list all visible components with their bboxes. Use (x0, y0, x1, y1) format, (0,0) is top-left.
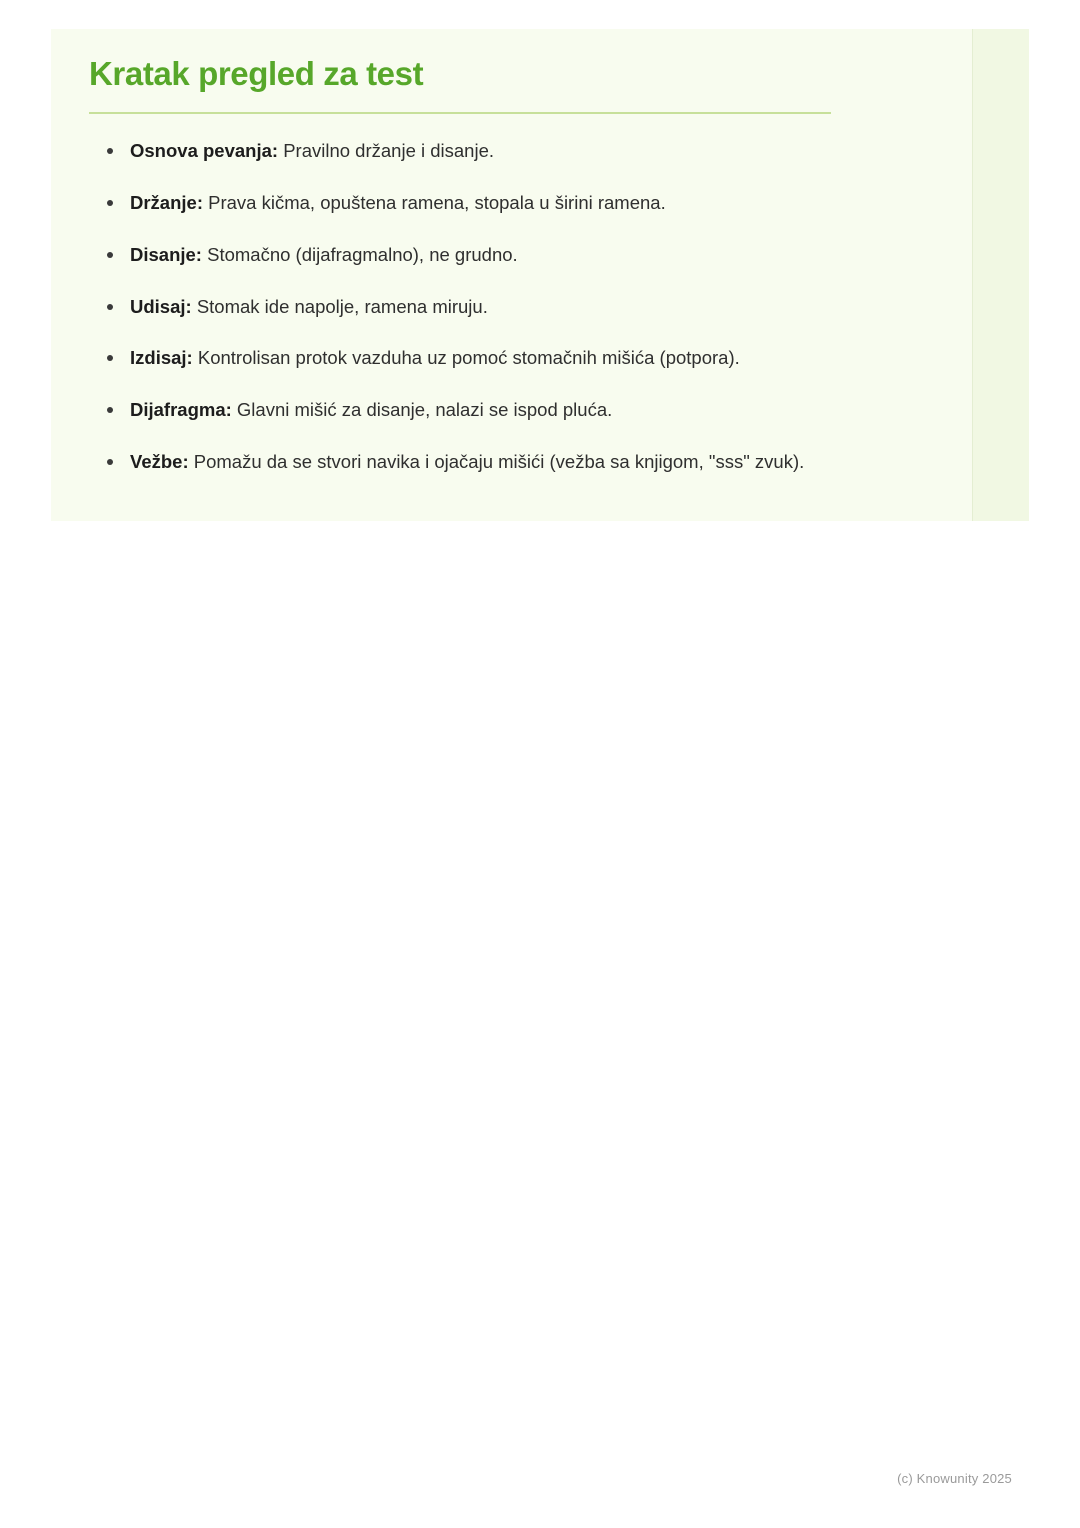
list-item (89, 136, 879, 166)
list-item (89, 447, 879, 477)
page-title: Kratak pregled za test (89, 55, 424, 92)
list-item-description: Prava kičma, opuštena ramena, stopala u širini ramena. (208, 191, 666, 213)
list-item-description: Stomačno (dijafragmalno), ne grudno. (207, 243, 518, 265)
card-content (89, 54, 879, 477)
list-item-term: Osnova pevanja: (130, 139, 279, 161)
list-item (89, 240, 879, 270)
list-item-description: Pomažu da se stvori navika i ojačaju mišići (vežba sa knjigom, "sss" zvuk). (193, 451, 805, 473)
list-item-description: Pravilno držanje i disanje. (283, 139, 495, 161)
card-accent-strip (972, 29, 1029, 521)
list-item (89, 292, 879, 322)
title-divider (89, 112, 831, 114)
list-item-description: Glavni mišić za disanje, nalazi se ispod pluća. (236, 399, 613, 421)
list-item-term: Disanje: (130, 243, 202, 265)
list-item (89, 395, 879, 425)
summary-list (89, 136, 879, 478)
list-item-description: Stomak ide napolje, ramena miruju. (196, 295, 488, 317)
list-item-term: Udisaj: (130, 295, 192, 317)
list-item-term: Držanje: (130, 191, 203, 213)
list-item (89, 188, 879, 218)
list-item (89, 343, 879, 373)
footer-credit: (c) Knowunity 2025 (897, 1471, 1012, 1486)
list-item-term: Vežbe: (130, 451, 189, 473)
list-item-term: Dijafragma: (130, 399, 232, 421)
summary-card (51, 29, 1029, 521)
list-item-term: Izdisaj: (130, 347, 193, 369)
list-item-description: Kontrolisan protok vazduha uz pomoć stomačnih mišića (potpora). (197, 347, 740, 369)
